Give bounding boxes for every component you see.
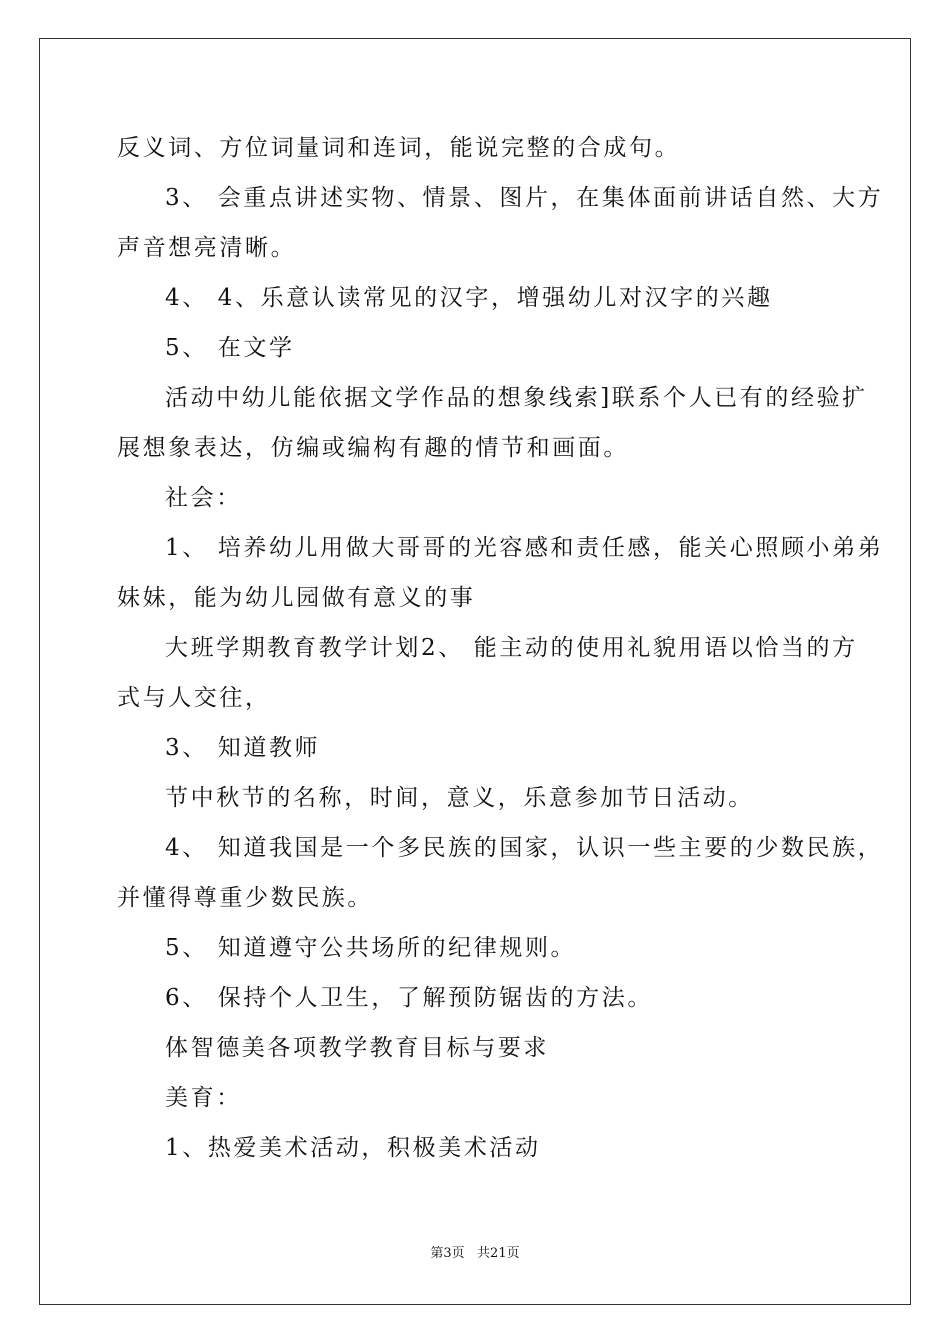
text-line: 展想象表达，仿编或编构有趣的情节和画面。 [117, 435, 629, 461]
text-line: 6、 保持个人卫生，了解预防锯齿的方法。 [165, 985, 653, 1011]
text-line: 声音想亮清晰。 [117, 235, 297, 261]
text-line: 3、 知道教师 [165, 735, 321, 761]
text-line: 1、 培养幼儿用做大哥哥的光容感和责任感，能关心照顾小弟弟 [165, 535, 884, 561]
text-line: 3、 会重点讲述实物、情景、图片，在集体面前讲话自然、大方 [165, 185, 884, 211]
text-line: 反义词、方位词量词和连词，能说完整的合成句。 [117, 135, 681, 161]
text-line: 式与人交往， [117, 685, 271, 711]
text-line: 4、 知道我国是一个多民族的国家，认识一些主要的少数民族， [165, 835, 884, 861]
text-line: 并懂得尊重少数民族。 [117, 885, 373, 911]
text-line: 活动中幼儿能依据文学作品的想象线索]联系个人已有的经验扩 [165, 385, 868, 411]
section-heading: 体智德美各项教学教育目标与要求 [165, 1035, 549, 1061]
text-line: 大班学期教育教学计划2、 能主动的使用礼貌用语以恰当的方 [165, 635, 858, 661]
text-line: 妹妹，能为幼儿园做有意义的事 [117, 585, 476, 611]
text-line: 5、 知道遵守公共场所的纪律规则。 [165, 935, 577, 961]
text-line: 5、 在文学 [165, 335, 295, 361]
page-footer: 第3页 共21页 [430, 1246, 520, 1261]
text-line: 1、热爱美术活动，积极美术活动 [165, 1135, 541, 1161]
text-line: 4、 4、乐意认读常见的汉字，增强幼儿对汉字的兴趣 [165, 285, 773, 311]
section-heading: 社会： [165, 485, 242, 511]
section-heading: 美育： [165, 1085, 242, 1111]
text-line: 节中秋节的名称，时间，意义，乐意参加节日活动。 [165, 785, 754, 811]
